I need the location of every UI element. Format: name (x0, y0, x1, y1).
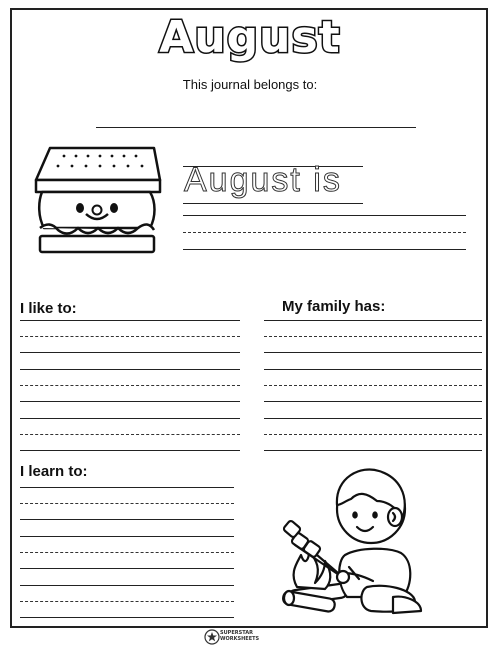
writing-line[interactable] (20, 568, 234, 569)
writing-line[interactable] (20, 418, 240, 419)
writing-dash-line (20, 434, 240, 435)
belongs-to-label: This journal belongs to: (182, 77, 318, 92)
learn-label: I learn to: (20, 463, 88, 480)
writing-line[interactable] (20, 369, 240, 370)
footer-line-2: WORKSHEETS (220, 635, 260, 642)
writing-line[interactable] (20, 320, 240, 321)
writing-line[interactable] (20, 617, 234, 618)
trace-base-line (183, 203, 363, 204)
writing-dash-line (264, 385, 482, 386)
writing-line[interactable] (264, 418, 482, 419)
trace-text[interactable]: August is (184, 161, 342, 199)
writing-line[interactable] (264, 450, 482, 451)
writing-line[interactable] (183, 215, 466, 216)
writing-dash-line (20, 552, 234, 553)
page-title: August (159, 12, 341, 63)
writing-line[interactable] (20, 536, 234, 537)
writing-line[interactable] (264, 352, 482, 353)
writing-dash-line (20, 336, 240, 337)
writing-dash-line (20, 385, 240, 386)
writing-line[interactable] (20, 487, 234, 488)
writing-line[interactable] (264, 401, 482, 402)
writing-line[interactable] (20, 352, 240, 353)
writing-dash-line (20, 601, 234, 602)
writing-dash-line (264, 434, 482, 435)
smore-illustration (28, 142, 163, 262)
writing-line[interactable] (264, 369, 482, 370)
writing-line[interactable] (20, 401, 240, 402)
writing-line[interactable] (20, 450, 240, 451)
writing-line[interactable] (264, 320, 482, 321)
writing-dash-line (183, 232, 466, 233)
footer-brand (220, 631, 259, 642)
writing-line[interactable] (20, 585, 234, 586)
writing-dash-line (264, 336, 482, 337)
boy-campfire-illustration (275, 455, 425, 620)
writing-line[interactable] (20, 519, 234, 520)
footer-line-1: SUPERSTAR (220, 630, 253, 636)
writing-dash-line (20, 503, 234, 504)
superstar-logo (204, 629, 220, 645)
writing-line[interactable] (183, 249, 466, 250)
name-line[interactable] (96, 127, 416, 128)
like-label: I like to: (20, 300, 77, 317)
family-label: My family has: (282, 298, 386, 315)
